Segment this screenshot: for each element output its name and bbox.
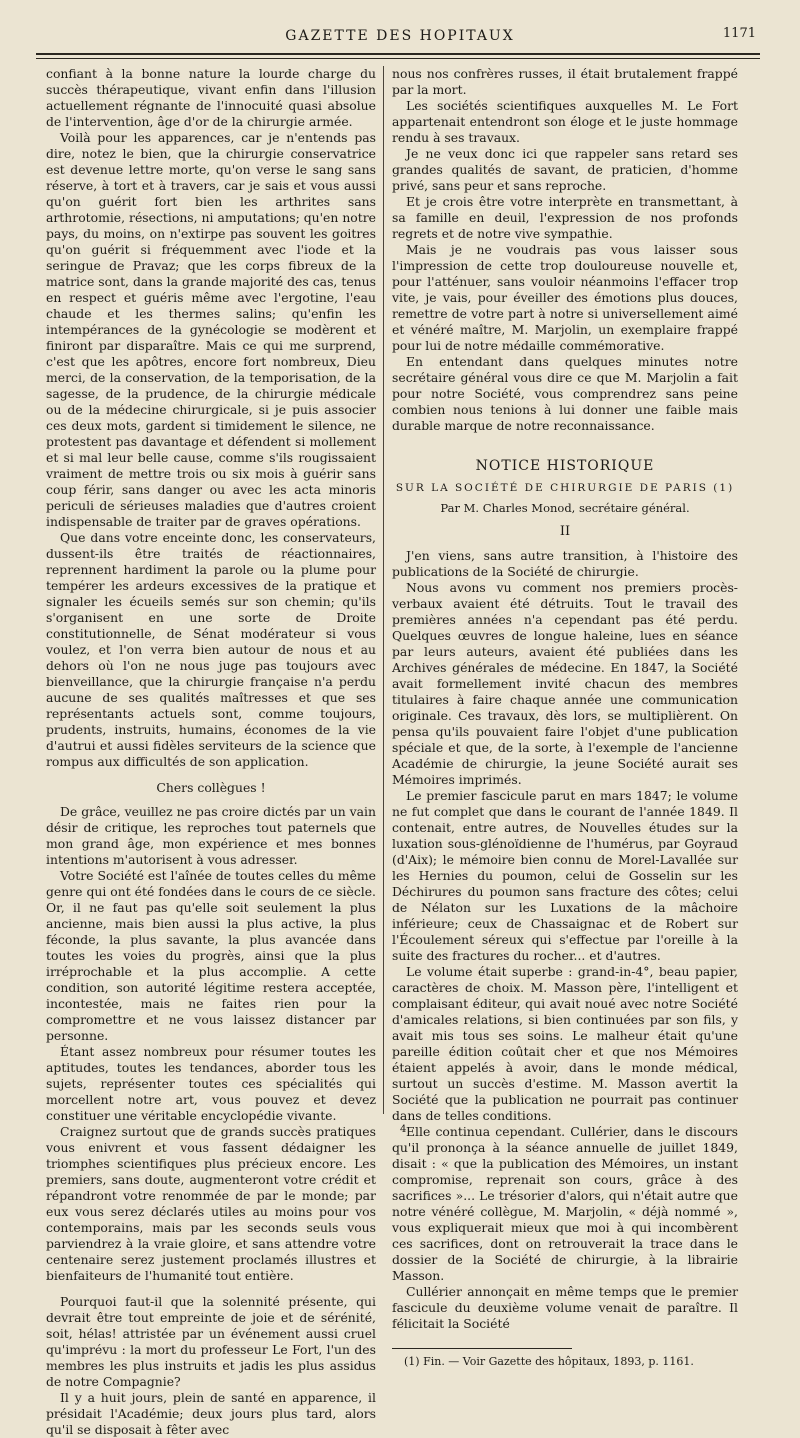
paragraph: Mais je ne voudrais pas vous laisser sous l'impression de cette trop douloureuse nouvelle et, pour l'atténuer, sans vouloir néanmoins l'effacer trop vite, je vais, pour éveiller des émotions plus douces, remettre de votre part à notre si universellement aimé et vénéré maître, M. Marjolin, un exemplaire frappé pour lui de notre médaille commémorative. bbox=[392, 242, 738, 353]
paragraph: Le premier fascicule parut en mars 1847; le volume ne fut complet que dans le courant de l'année 1849. Il contenait, entre autres, de Nouvelles études sur la luxation sous-glénoïdienne de l'humérus, par Goyraud (d'Aix); le mémoire bien connu de Morel-Lavallée sur les Hernies du poumon, celui de Gosselin sur les Déchirures du poumon sans fracture des côtes; celui de Nélaton sur les Luxations de la mâchoire inférieure; ceux de Chassaignac et de Robert sur l'Écoulement séreux qui s'effectue par l'oreille à la suite des fractures du rocher... et d'autres. bbox=[392, 788, 738, 963]
paragraph: nous nos confrères russes, il était brutalement frappé par la mort. bbox=[392, 66, 738, 97]
paragraph: Pourquoi faut-il que la solennité présente, qui devrait être tout empreinte de joie et de sérénité, soit, hélas! attristée par un événement aussi cruel qu'imprévu : la mort du professeur Le Fort, l'un des membres les plus instruits et jadis les plus assidus de notre Compagnie? bbox=[46, 1294, 376, 1389]
page-mark: 4 bbox=[400, 1124, 407, 1135]
column-divider bbox=[383, 66, 384, 1114]
journal-title: GAZETTE DES HOPITAUX bbox=[285, 28, 515, 44]
footnote: (1) Fin. — Voir Gazette des hôpitaux, 1893, p. 1161. bbox=[404, 1355, 694, 1368]
paragraph: Le volume était superbe : grand-in-4°, beau papier, caractères de choix. M. Masson père, l'intelligent et complaisant éditeur, qui avait noué avec notre Société d'amicales relations, si bien continuées par son fils, y avait mis tous ses soins. Le malheur était qu'une pareille édition coûtait cher et que nos Mémoires étaient appelés à avoir, dans le monde médical, surtout un succès d'estime. M. Masson avertit la Société que la publication ne pourrait pas continuer dans de telles conditions. bbox=[392, 964, 738, 1123]
header-rule-thick bbox=[36, 53, 760, 55]
notice-title: NOTICE HISTORIQUE bbox=[475, 458, 655, 474]
salutation: Chers collègues ! bbox=[156, 780, 266, 795]
header-rule-thin bbox=[36, 58, 760, 59]
paragraph: Je ne veux donc ici que rappeler sans retard ses grandes qualités de savant, de praticien, d'homme privé, sans peur et sans reproche. bbox=[392, 146, 738, 193]
paragraph: Nous avons vu comment nos premiers procès-verbaux avaient été détruits. Tout le travail des premières années n'a cependant pas été perdu. Quelques œuvres de longue haleine, lues en séance par leurs auteurs, avaient été publiées dans les Archives générales de médecine. En 1847, la Société avait formellement invité chacun des membres titulaires à faire chaque année une communication originale. Ces travaux, dès lors, se multiplièrent. On pensa qu'ils pouvaient faire l'objet d'une publication spéciale et que, de la sorte, à l'exemple de l'ancienne Académie de chirurgie, la jeune Société aurait ses Mémoires imprimés. bbox=[392, 580, 738, 787]
paragraph: Craignez surtout que de grands succès pratiques vous enivrent et vous fassent dédaigner les triomphes scientifiques plus précieux encore. Les premiers, sans doute, augmenteront votre crédit et répandront votre renommée de par le monde; par eux vous serez déclarés utiles au moins pour vos contemporains, mais par les seconds seuls vous parviendrez à la vraie gloire, et sans attendre votre centenaire serez justement proclamés illustres et bienfaiteurs de l'humanité tout entière. bbox=[46, 1124, 376, 1283]
paragraph: Votre Société est l'aînée de toutes celles du même genre qui ont été fondées dans le cours de ce siècle. Or, il ne faut pas qu'elle soit seulement la plus ancienne, mais bien aussi la plus active, la plus féconde, la plus savante, la plus avancée dans toutes les voies du progrès, ainsi que la plus irréprochable et la plus accomplie. A cette condition, son autorité légitime restera acceptée, incontestée, mais ne faites rien pour la compromettre et ne vous laissez distancer par personne. bbox=[46, 868, 376, 1043]
paragraph: Il y a huit jours, plein de santé en apparence, il présidait l'Académie; deux jours plus tard, alors qu'il se disposait à fêter avec bbox=[46, 1390, 376, 1437]
page-number: 1171 bbox=[722, 26, 756, 41]
paragraph: Elle continua cependant. Cullérier, dans le discours qu'il prononça à la séance annuelle de juillet 1849, disait : « que la publication des Mémoires, un instant compromise, reprenait son cours, grâce à des sacrifices »... Le trésorier d'alors, qui n'était autre que notre vénéré collègue, M. Marjolin, « déjà nommé », vous expliquerait mieux que moi à qui incombèrent ces sacrifices, dont on retrouverait la trace dans le dossier de la Société de chirurgie, à la librairie Masson. bbox=[392, 1124, 738, 1283]
right-column bbox=[392, 66, 738, 1369]
paragraph: Les sociétés scientifiques auxquelles M. Le Fort appartenait entendront son éloge et le juste hommage rendu à ses travaux. bbox=[392, 98, 738, 145]
notice-author: Par M. Charles Monod, secrétaire général. bbox=[440, 501, 690, 515]
paragraph: Que dans votre enceinte donc, les conservateurs, dussent-ils être traités de réactionnaires, reprennent hardiment la parole ou la plume pour tempérer les ardeurs excessives de la pratique et signaler les écueils semés sur son chemin; qu'ils s'organisent en une sorte de Droite constitutionnelle, de Sénat modérateur si vous voulez, et l'on verra bien autour de nous et au dehors où l'on ne nous juge pas toujours avec bienveillance, que la chirurgie française n'a perdu aucune de ses qualités maîtresses et que ses représentants actuels sont, comme toujours, prudents, instruits, humains, économes de la vie d'autrui et aussi fidèles serviteurs de la science que rompus aux difficultés de son application. bbox=[46, 530, 376, 769]
paragraph: Cullérier annonçait en même temps que le premier fascicule du deuxième volume venait de paraître. Il félicitait la Société bbox=[392, 1284, 738, 1331]
paragraph: En entendant dans quelques minutes notre secrétaire général vous dire ce que M. Marjolin a fait pour notre Société, vous comprendrez sans peine combien nous tenions à lui donner une faible mais durable marque de notre reconnaissance. bbox=[392, 354, 738, 433]
paragraph: Et je crois être votre interprète en transmettant, à sa famille en deuil, l'expression de nos profonds regrets et de notre vive sympathie. bbox=[392, 194, 738, 241]
page-header bbox=[40, 26, 760, 50]
paragraph: De grâce, veuillez ne pas croire dictés par un vain désir de critique, les reproches tout paternels que mon grand âge, mon expérience et mes bonnes intentions m'autorisent à vous adresser. bbox=[46, 804, 376, 867]
notice-subtitle: SUR LA SOCIÉTÉ DE CHIRURGIE DE PARIS (1) bbox=[395, 482, 735, 494]
footnote-rule bbox=[392, 1348, 572, 1349]
paragraph: confiant à la bonne nature la lourde charge du succès thérapeutique, vivant enfin dans l'illusion actuellement régnante de l'innocuité quasi absolue de l'intervention, âge d'or de la chirurgie armée. bbox=[46, 66, 376, 129]
paragraph: Voilà pour les apparences, car je n'entends pas dire, notez le bien, que la chirurgie conservatrice est devenue lettre morte, qu'on verse le sang sans réserve, à tort et à travers, car je sais et vous aussi qu'on guérit fort bien les arthrites sans arthrotomie, résections, ni amputations; qu'en notre pays, du moins, on n'extirpe pas souvent les goitres qu'on guérit si fréquemment avec l'iode et la seringue de Pravaz; que les corps fibreux de la matrice sont, dans la grande majorité des cas, tenus en respect et guéris même avec l'ergotine, l'eau chaude et les thermes salins; qu'enfin les intempérances de la gynécologie se modèrent et finiront par disparaître. Mais ce qui me surprend, c'est que les apôtres, encore fort nombreux, Dieu merci, de la conservation, de la temporisation, de la sagesse, de la prudence, de la chirurgie médicale ou de la médecine chirurgicale, si je puis associer ces deux mots, gardent si timidement le silence, ne protestent pas davantage et défendent si mollement et si mal leur belle cause, comme s'ils rougissaient vraiment de mettre trois ou six mois à guérir sans coup férir, sans danger ou avec les acta minoris periculi de sérieuses maladies que d'autres croient indispensable de traiter par de graves opérations. bbox=[46, 130, 376, 529]
left-column bbox=[46, 66, 376, 1438]
paragraph: Étant assez nombreux pour résumer toutes les aptitudes, toutes les tendances, aborder tous les sujets, représenter toutes ces spécialités qui morcellent notre art, vous pouvez et devez constituer une véritable encyclopédie vivante. bbox=[46, 1044, 376, 1123]
paragraph: J'en viens, sans autre transition, à l'histoire des publications de la Société de chirurgie. bbox=[392, 548, 738, 579]
section-number: II bbox=[559, 524, 571, 539]
